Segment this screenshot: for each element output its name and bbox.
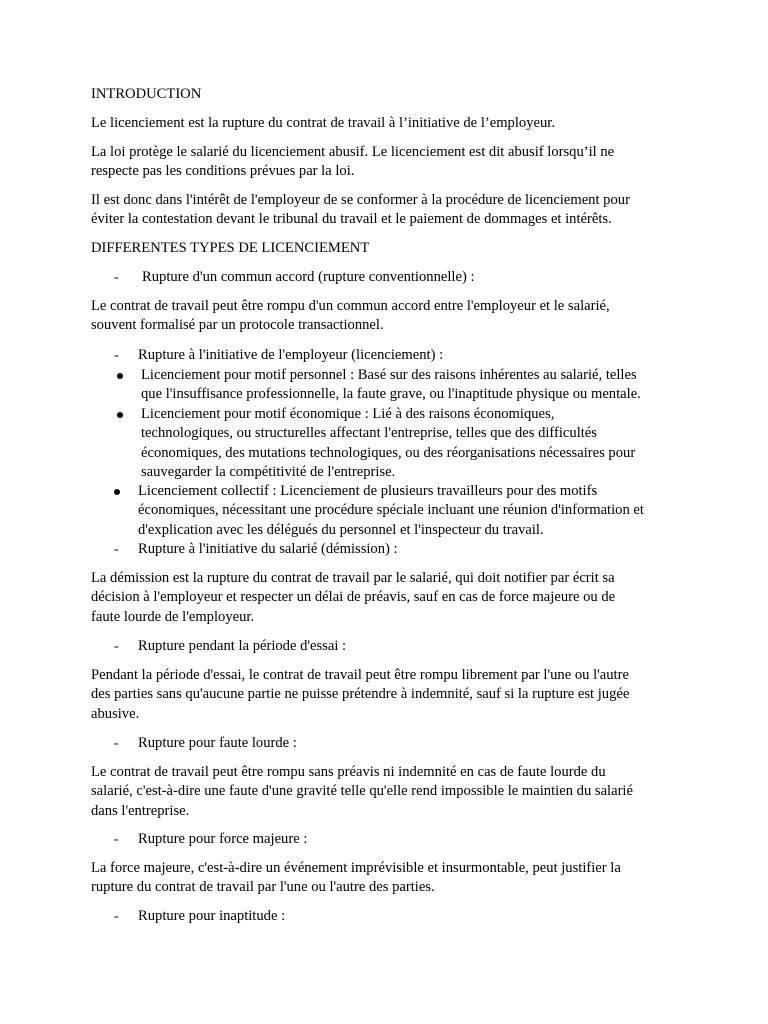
text-line: technologiques, ou structurelles affectant l'entreprise, telles que des difficultés bbox=[141, 425, 597, 442]
dash-marker: - bbox=[114, 639, 119, 654]
text-line: La démission est la rupture du contrat de travail par le salarié, qui doit notifier par écrit sa bbox=[91, 570, 615, 586]
paragraph-commun-accord bbox=[91, 297, 691, 336]
list-item-label: Rupture pour faute lourde : bbox=[138, 735, 297, 751]
list-item-label: Rupture d'un commun accord (rupture conventionnelle) : bbox=[142, 269, 475, 285]
paragraph-faute-lourde bbox=[91, 763, 691, 821]
dash-marker: - bbox=[114, 270, 119, 285]
list-item-label: Rupture pendant la période d'essai : bbox=[138, 638, 347, 654]
text-line: des parties sans qu'aucune partie ne puisse prétendre à indemnité, sauf si la rupture est jugée bbox=[91, 686, 630, 703]
text-line: économiques, nécessitant une procédure spéciale incluant une réunion d'information et bbox=[138, 502, 644, 519]
bullet-icon bbox=[117, 373, 123, 379]
dash-marker: - bbox=[114, 736, 119, 751]
paragraph-periode-essai bbox=[91, 666, 691, 724]
dash-marker: - bbox=[114, 348, 119, 363]
dash-marker: - bbox=[114, 542, 119, 557]
text-line: Licenciement collectif : Licenciement de plusieurs travailleurs pour des motifs bbox=[138, 483, 598, 499]
paragraph-interest bbox=[91, 191, 691, 230]
list-item-label: Rupture pour inaptitude : bbox=[138, 908, 286, 924]
list-item-label: Rupture pour force majeure : bbox=[138, 831, 308, 847]
dash-marker: - bbox=[114, 832, 119, 847]
heading-types: DIFFERENTES TYPES DE LICENCIEMENT bbox=[91, 240, 370, 256]
list-item-label: Rupture à l'initiative du salarié (démission) : bbox=[138, 541, 398, 557]
bullet-icon bbox=[117, 412, 123, 418]
text-line: Licenciement pour motif personnel : Basé sur des raisons inhérentes au salarié, telles bbox=[141, 367, 637, 383]
text-line: respecte pas les conditions prévues par la loi. bbox=[91, 163, 355, 180]
heading-introduction: INTRODUCTION bbox=[91, 86, 202, 102]
text-line: d'explication avec les délégués du personnel et l'inspecteur du travail. bbox=[138, 521, 544, 538]
text-line: rupture du contrat de travail par l'une ou l'autre des parties. bbox=[91, 879, 435, 896]
text-line: éviter la contestation devant le tribunal du travail et le paiement de dommages et intérêts. bbox=[91, 211, 612, 228]
text-line: abusive. bbox=[91, 705, 140, 722]
text-line: Licenciement pour motif économique : Lié à des raisons économiques, bbox=[141, 406, 555, 422]
paragraph-definition: Le licenciement est la rupture du contrat de travail à l’initiative de l’employeur. bbox=[91, 115, 555, 131]
list-item-label: Rupture à l'initiative de l'employeur (licenciement) : bbox=[138, 347, 444, 363]
paragraph-demission bbox=[91, 569, 691, 627]
text-line: souvent formalisé par un protocole transactionnel. bbox=[91, 317, 384, 334]
text-line: Le contrat de travail peut être rompu sans préavis ni indemnité en cas de faute lourde du bbox=[91, 764, 606, 780]
paragraph-force-majeure bbox=[91, 859, 691, 898]
text-line: dans l'entreprise. bbox=[91, 802, 190, 819]
text-line: économiques, des mutations technologiques, ou des réorganisations nécessaires pour bbox=[141, 444, 636, 461]
text-line: salarié, c'est-à-dire une faute d'une gravité telle qu'elle rend impossible le maintien du salarié bbox=[91, 783, 633, 800]
text-line: sauvegarder la compétitivité de l'entreprise. bbox=[141, 464, 396, 481]
text-line: décision à l'employeur et respecter un délai de préavis, sauf en cas de force majeure ou de bbox=[91, 589, 616, 606]
text-line: que l'insuffisance professionnelle, la faute grave, ou l'inaptitude physique ou mentale. bbox=[141, 386, 641, 403]
text-line: La loi protège le salarié du licenciement abusif. Le licenciement est dit abusif lorsqu’il ne bbox=[91, 144, 615, 160]
bullet-icon bbox=[114, 489, 120, 495]
text-line: La force majeure, c'est-à-dire un événement imprévisible et insurmontable, peut justifier la bbox=[91, 860, 621, 876]
text-line: faute lourde de l'employeur. bbox=[91, 608, 255, 625]
text-line: Il est donc dans l'intérêt de l'employeur de se conformer à la procédure de licenciement pour bbox=[91, 192, 630, 208]
dash-marker: - bbox=[114, 909, 119, 924]
paragraph-protection bbox=[91, 143, 691, 182]
text-line: Le contrat de travail peut être rompu d'un commun accord entre l'employeur et le salarié, bbox=[91, 298, 610, 314]
text-line: Pendant la période d'essai, le contrat de travail peut être rompu librement par l'une ou l'autre bbox=[91, 667, 629, 683]
